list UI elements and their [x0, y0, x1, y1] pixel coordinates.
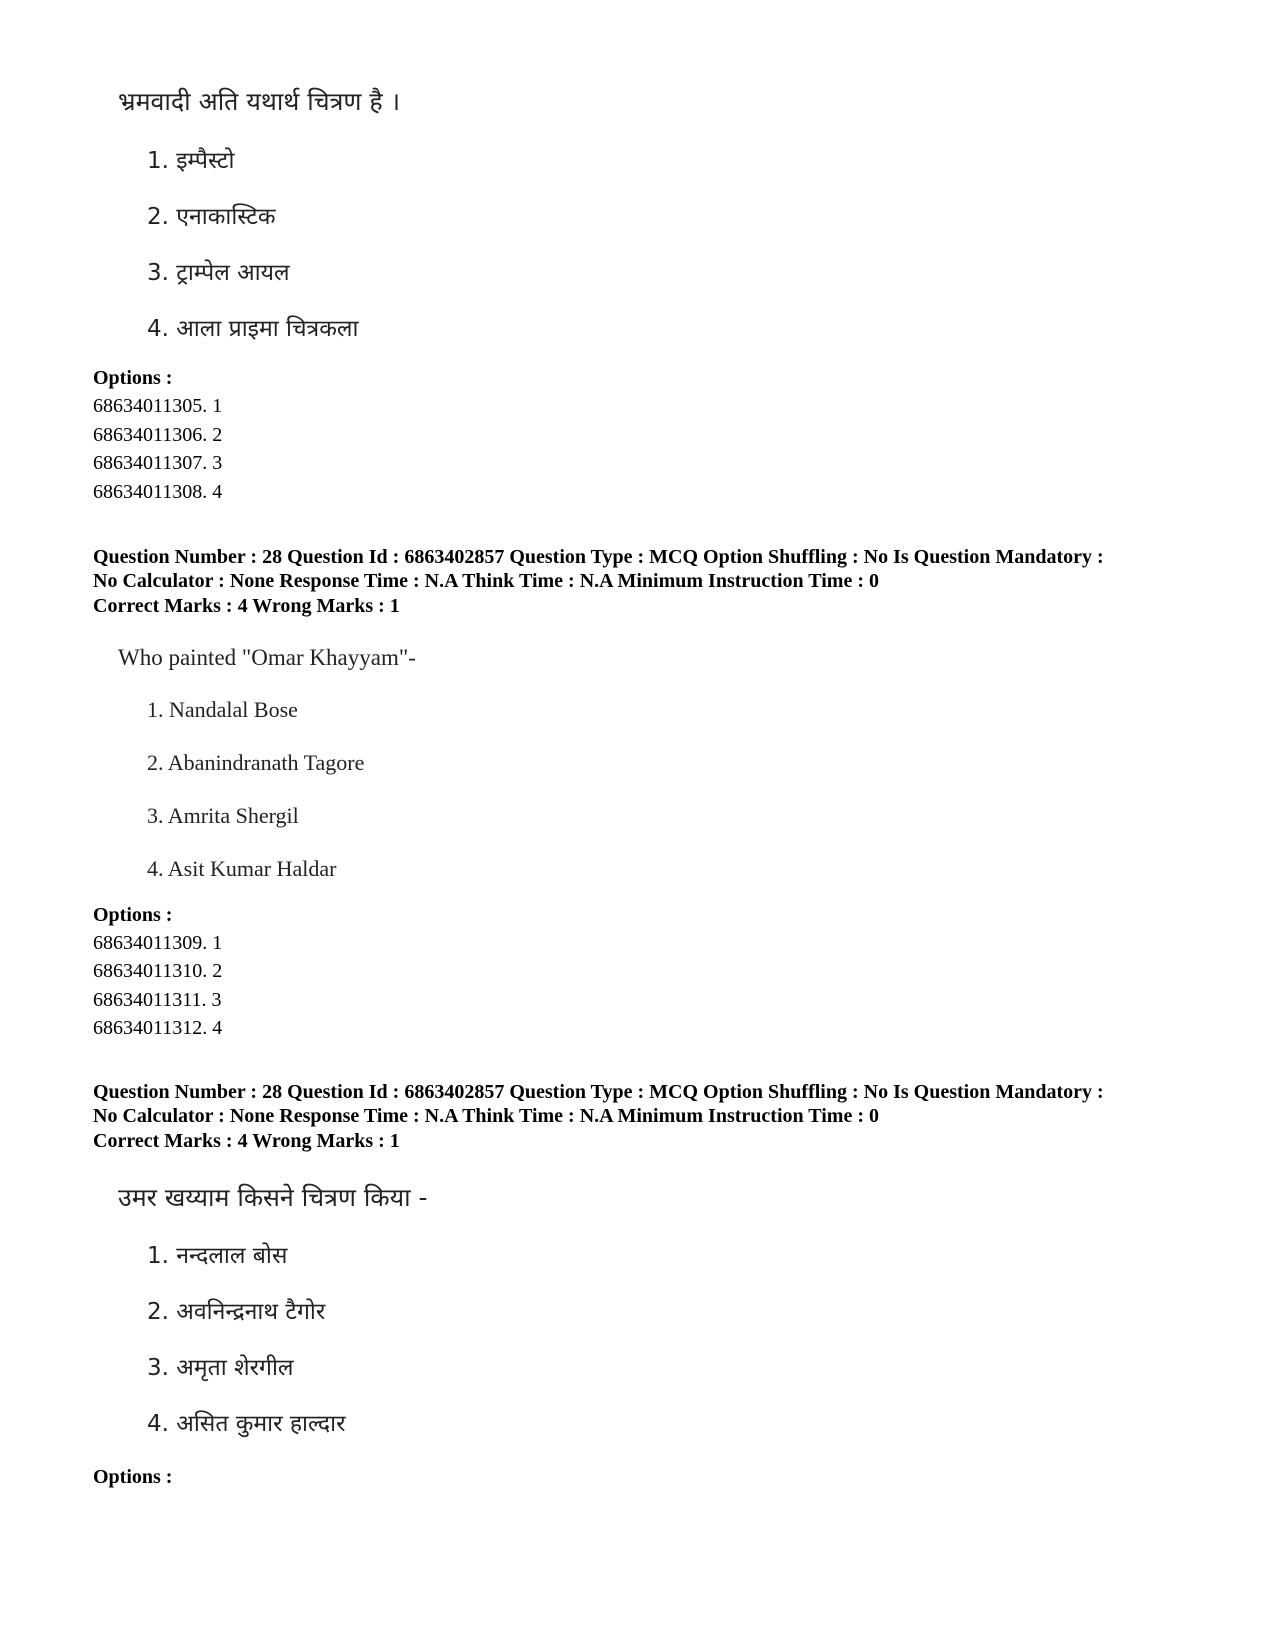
choice-4: 4. आला प्राइमा चित्रकला [147, 316, 359, 342]
choice-3: 3. अमृता शेरगील [147, 1355, 294, 1381]
question-stem-hindi-3: उमर खय्याम किसने चित्रण किया - [118, 1183, 428, 1212]
question-meta [93, 1080, 1203, 1128]
question-stem-english: Who painted "Omar Khayyam"- [118, 645, 416, 670]
option-id-line: 68634011311. 3 [93, 989, 222, 1011]
question-meta-line-1: Question Number : 28 Question Id : 6863402857 Question Type : MCQ Option Shuffling : No Is Question Mandatory : [93, 1081, 1104, 1103]
question-stem-hindi-1: भ्रमवादी अति यथार्थ चित्रण है । [118, 87, 401, 116]
question-meta [93, 545, 1203, 593]
choice-3: 3. Amrita Shergil [147, 803, 299, 828]
choice-2: 2. Abanindranath Tagore [147, 750, 365, 775]
choice-2: 2. एनाकास्टिक [147, 204, 276, 230]
question-meta-line-1: Question Number : 28 Question Id : 6863402857 Question Type : MCQ Option Shuffling : No Is Question Mandatory : [93, 546, 1104, 568]
question-meta-line-2: No Calculator : None Response Time : N.A Think Time : N.A Minimum Instruction Time : 0 [93, 1105, 879, 1127]
choice-4: 4. Asit Kumar Haldar [147, 856, 337, 881]
marks-line: Correct Marks : 4 Wrong Marks : 1 [93, 1130, 400, 1152]
question-meta-line-2: No Calculator : None Response Time : N.A Think Time : N.A Minimum Instruction Time : 0 [93, 570, 879, 592]
choice-4: 4. असित कुमार हाल्दार [147, 1411, 346, 1437]
option-id-line: 68634011308. 4 [93, 481, 223, 503]
choice-3: 3. ट्राम्पेल आयल [147, 260, 290, 286]
options-label: Options : [93, 904, 173, 926]
options-label: Options : [93, 367, 173, 389]
option-id-line: 68634011309. 1 [93, 932, 223, 954]
option-id-line: 68634011305. 1 [93, 395, 223, 417]
option-id-line: 68634011310. 2 [93, 960, 223, 982]
marks-line: Correct Marks : 4 Wrong Marks : 1 [93, 595, 400, 617]
option-id-line: 68634011312. 4 [93, 1017, 223, 1039]
choice-1: 1. नन्दलाल बोस [147, 1243, 288, 1269]
option-id-line: 68634011306. 2 [93, 424, 223, 446]
choice-2: 2. अवनिन्द्रनाथ टैगोर [147, 1299, 326, 1325]
choice-1: 1. Nandalal Bose [147, 697, 298, 722]
options-label: Options : [93, 1466, 173, 1488]
option-id-line: 68634011307. 3 [93, 452, 223, 474]
choice-1: 1. इम्पैस्टो [147, 148, 235, 174]
